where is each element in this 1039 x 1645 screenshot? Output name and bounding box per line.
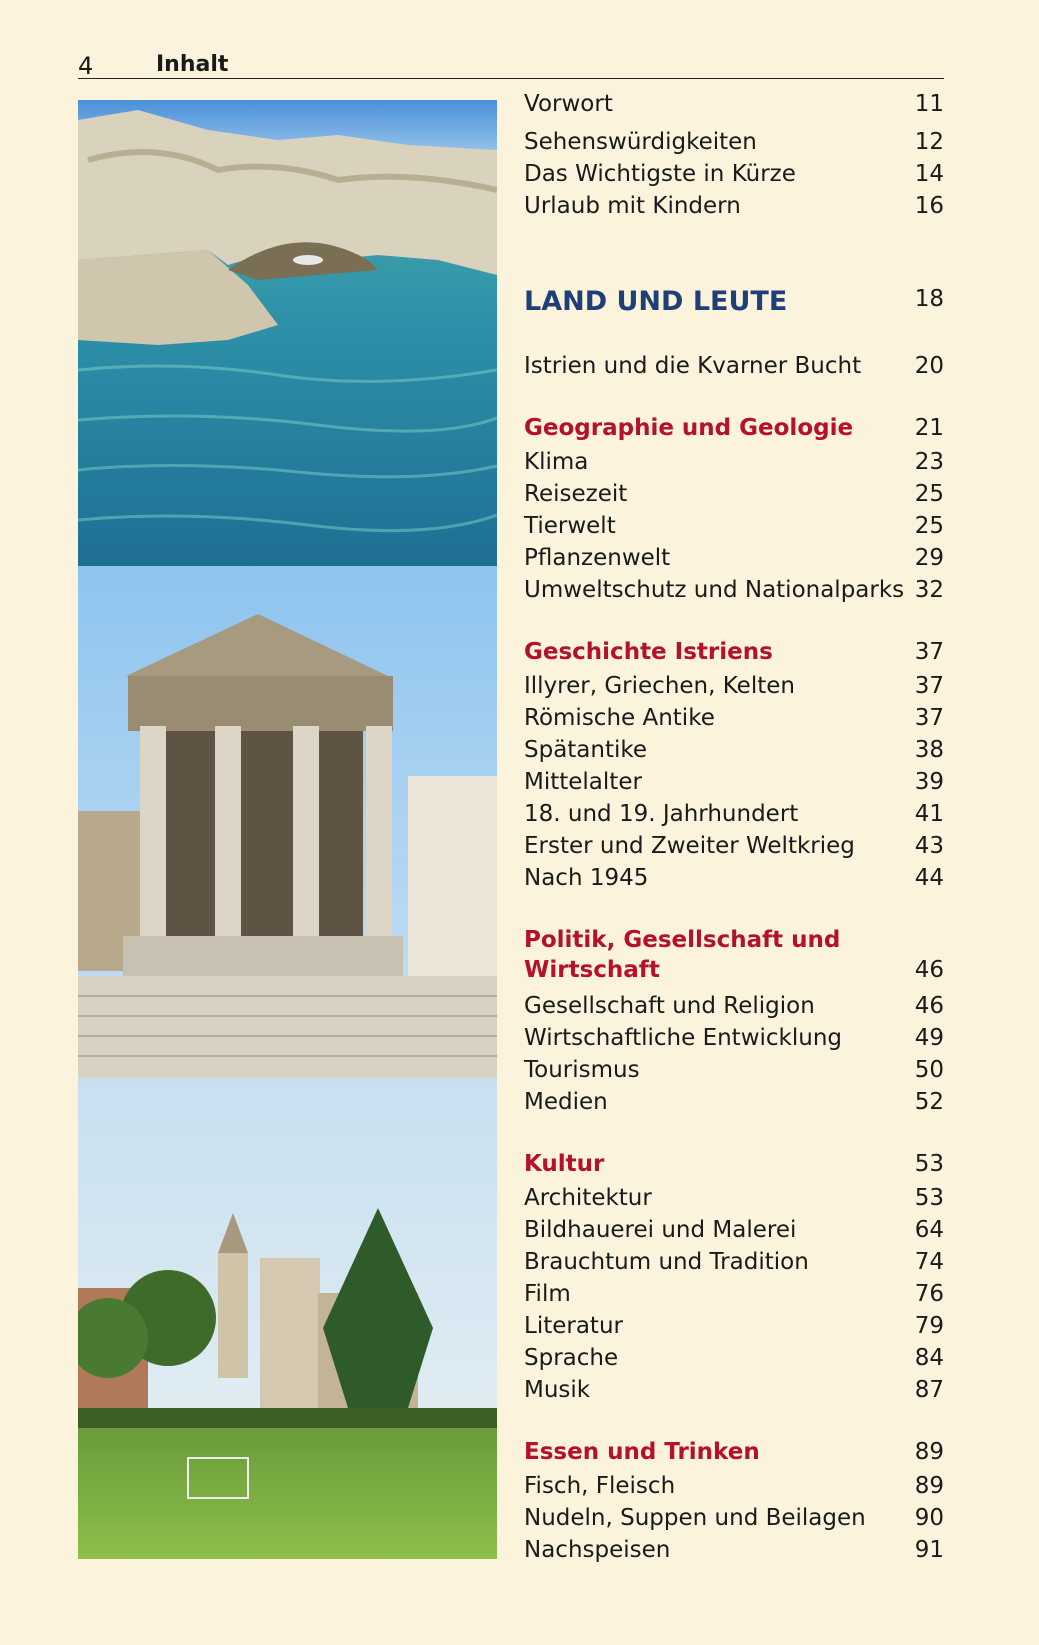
temple-photo	[78, 566, 497, 1078]
page-title: Inhalt	[156, 52, 229, 77]
page-number: 4	[78, 52, 94, 80]
coast-photo	[78, 100, 497, 566]
town-photo	[78, 1078, 497, 1559]
photo-column	[78, 100, 497, 1559]
page-header	[78, 50, 944, 79]
